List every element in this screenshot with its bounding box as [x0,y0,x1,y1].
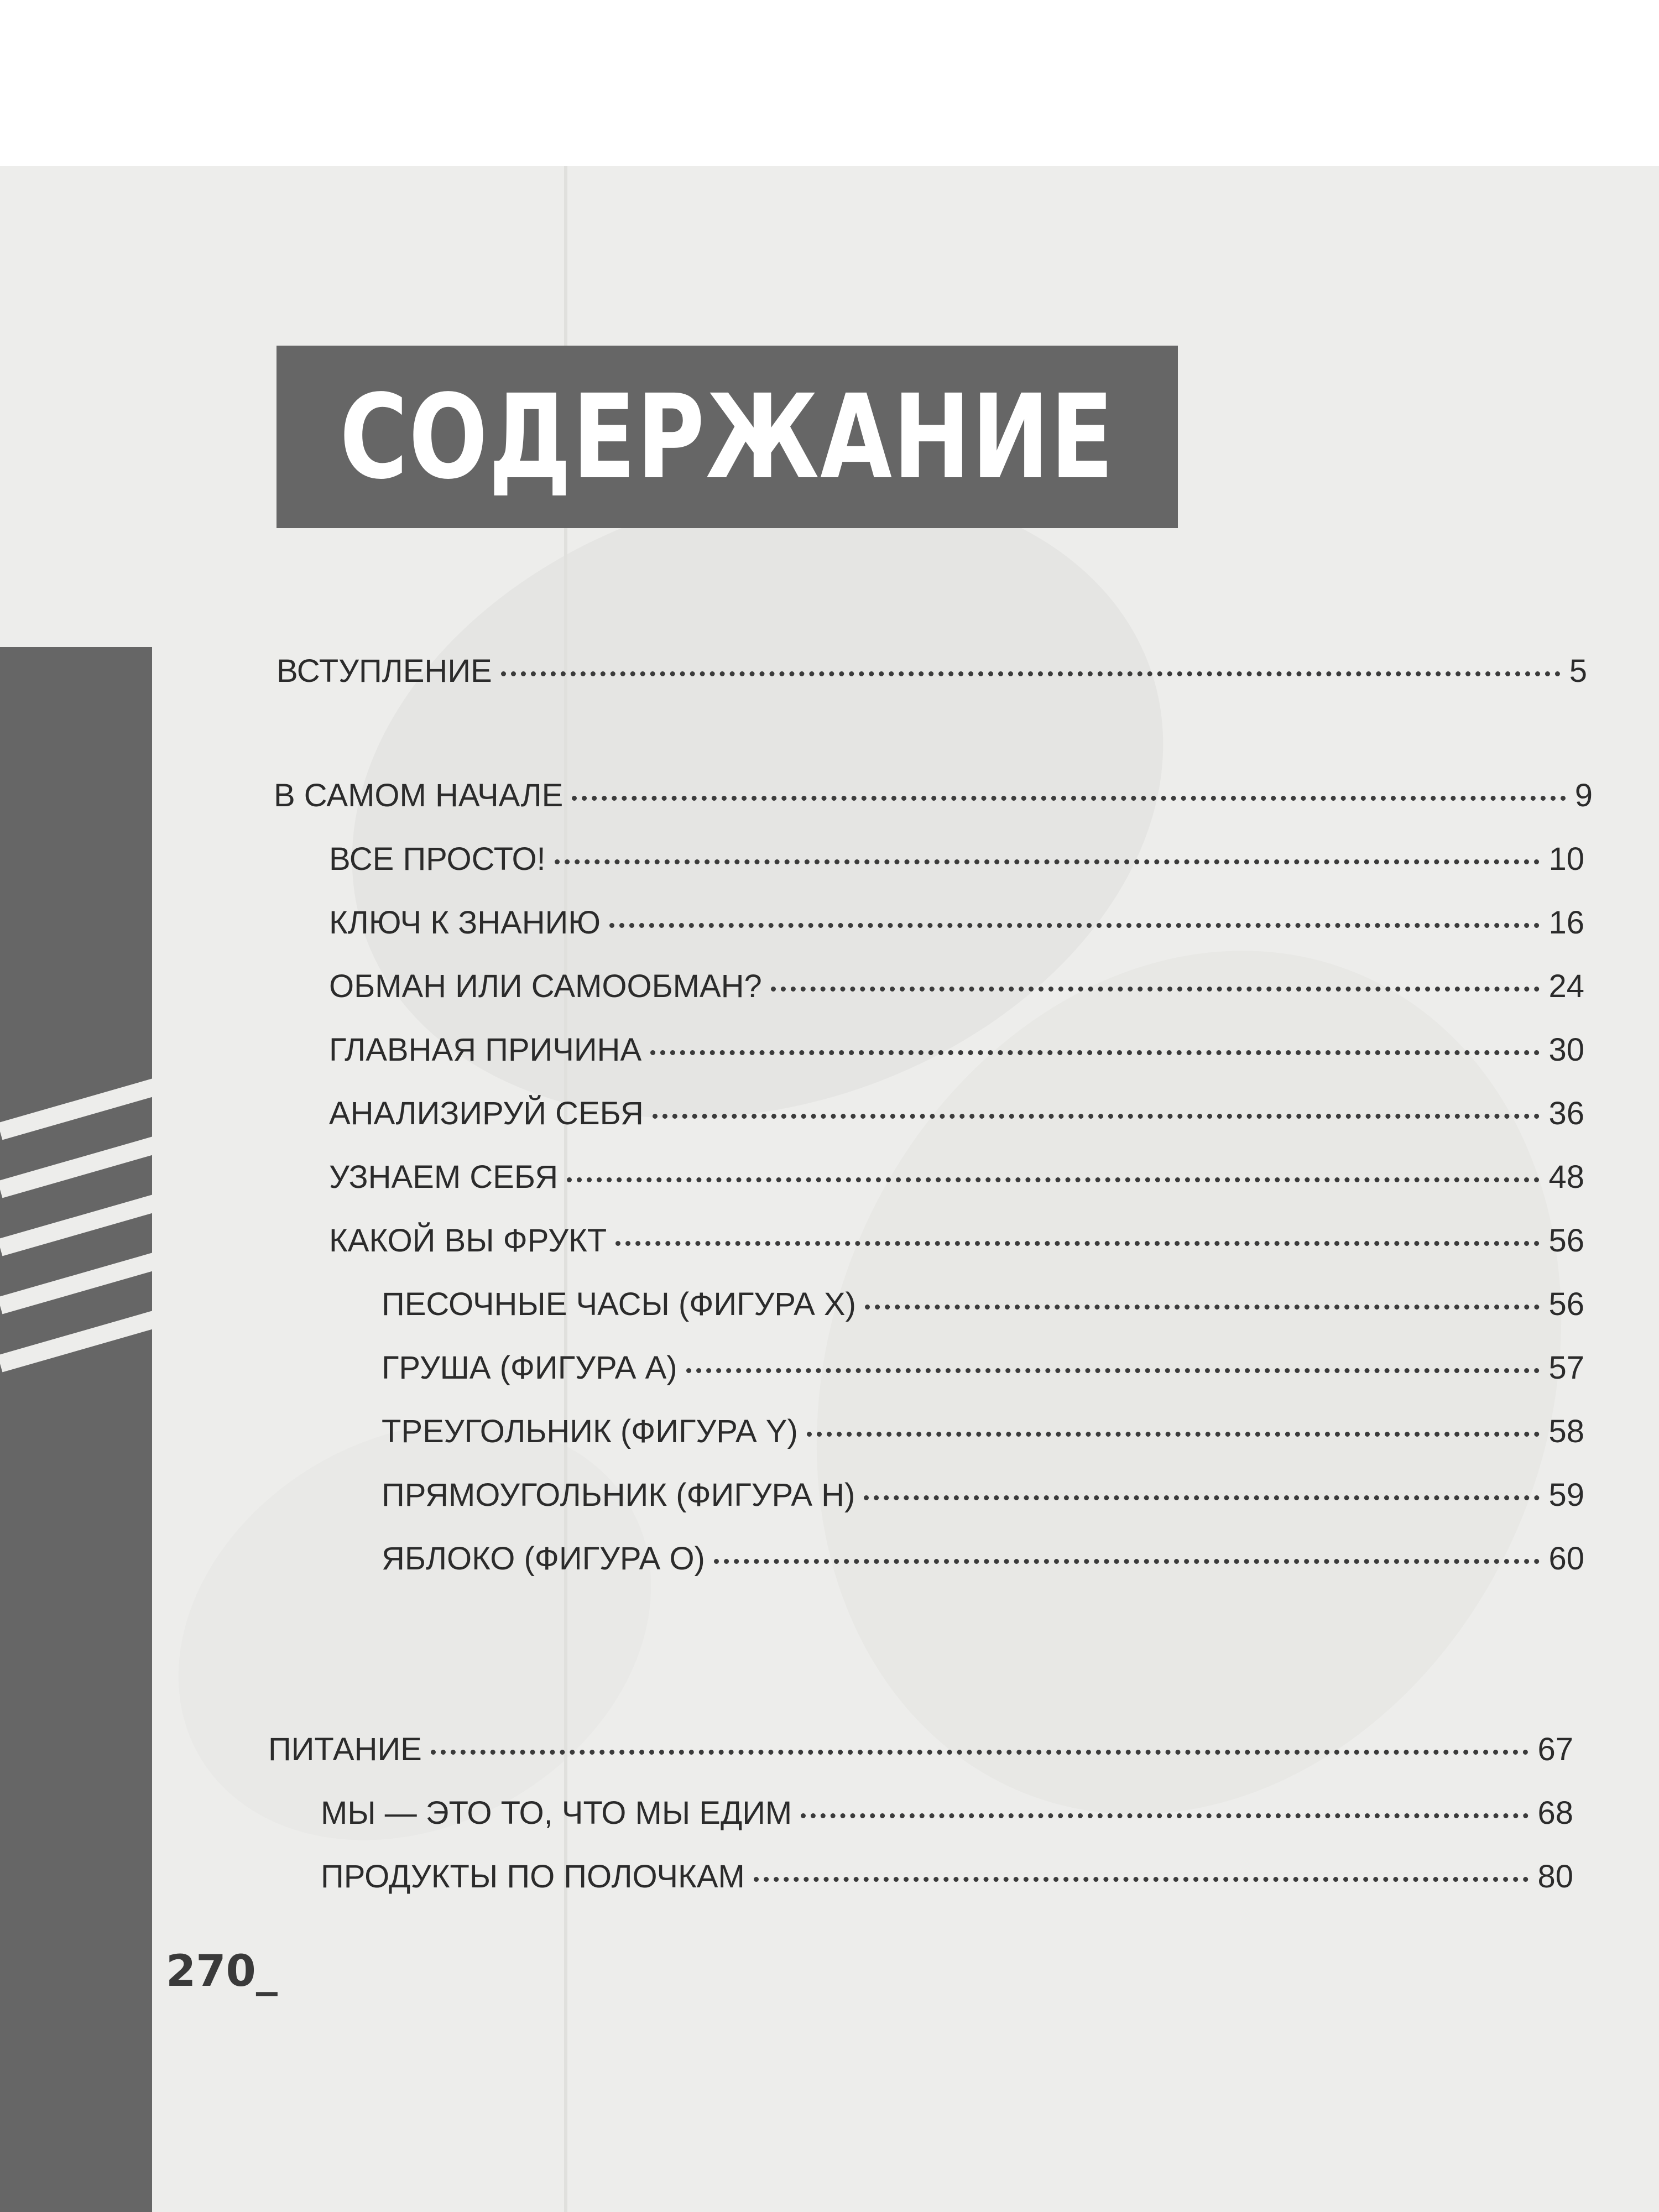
toc-entry-page: 80 [1537,1859,1573,1895]
decorative-stripe [0,1135,162,1198]
toc-leader-dots [567,1177,1540,1182]
toc-entry-label: АНАЛИЗИРУЙ СЕБЯ [329,1095,644,1131]
toc-leader-dots [609,923,1540,928]
toc-entry [329,968,1584,1012]
decorative-stripe-band [0,647,152,2212]
toc-entry-label: ЯБЛОКО (ФИГУРА О) [382,1541,705,1577]
toc-entry-label: МЫ — ЭТО ТО, ЧТО МЫ ЕДИМ [321,1795,792,1831]
decorative-stripe [0,1310,162,1372]
toc-entry-label: ПЕСОЧНЫЕ ЧАСЫ (ФИГУРА X) [382,1286,856,1322]
toc-entry-page: 60 [1548,1541,1584,1577]
toc-entry [329,1095,1584,1139]
toc-entry [382,1413,1584,1457]
toc-leader-dots [615,1241,1540,1246]
decorative-stripe [0,1251,162,1314]
toc-entry-label: УЗНАЕМ СЕБЯ [329,1159,559,1195]
toc-entry-page: 56 [1548,1223,1584,1259]
toc-entry-label: ПРЯМОУГОЛЬНИК (ФИГУРА Н) [382,1477,855,1513]
toc-entry [274,777,1593,821]
decorative-stripe [0,1193,162,1256]
toc-entry-page: 16 [1548,905,1584,941]
toc-leader-dots [807,1432,1540,1437]
toc-leader-dots [653,1114,1540,1119]
page-title: СОДЕРЖАНИЕ [340,369,1115,505]
toc-leader-dots [686,1368,1540,1373]
toc-entry-page: 68 [1537,1795,1573,1831]
toc-entry-page: 5 [1569,653,1587,689]
toc-leader-dots [801,1813,1528,1818]
toc-leader-dots [864,1495,1540,1500]
toc-entry-label: КЛЮЧ К ЗНАНИЮ [329,905,601,941]
toc-entry-page: 9 [1574,778,1593,813]
toc-entry-page: 67 [1537,1731,1573,1767]
toc-entry-page: 48 [1548,1159,1584,1195]
toc-leader-dots [754,1877,1529,1882]
toc-entry-label: КАКОЙ ВЫ ФРУКТ [329,1223,607,1259]
toc-entry-label: ОБМАН ИЛИ САМООБМАН? [329,968,762,1004]
toc-entry [276,653,1587,697]
toc-entry [382,1349,1584,1394]
toc-leader-dots [865,1305,1540,1310]
toc-entry-page: 59 [1548,1477,1584,1513]
toc-leader-dots [555,859,1540,864]
page-number: 270_ [166,1947,278,1996]
toc-entry-label: ТРЕУГОЛЬНИК (ФИГУРА Y) [382,1413,798,1449]
toc-entry-page: 10 [1548,841,1584,877]
toc-entry-page: 36 [1548,1095,1584,1131]
toc-entry [382,1286,1584,1330]
toc-entry-page: 58 [1548,1413,1584,1449]
toc-leader-dots [771,987,1540,992]
toc-entry-page: 24 [1548,968,1584,1004]
toc-leader-dots [572,796,1566,801]
title-banner [276,346,1178,528]
toc-entry-label: ГРУША (ФИГУРА А) [382,1350,677,1386]
toc-entry [329,904,1584,948]
book-page [0,166,1659,2212]
toc-entry-page: 56 [1548,1286,1584,1322]
toc-entry [382,1540,1584,1584]
toc-entry-label: ПИТАНИЕ [268,1731,422,1767]
toc-leader-dots [714,1559,1540,1564]
toc-entry-page: 30 [1548,1032,1584,1068]
decorative-stripe [0,1077,162,1140]
toc-entry [382,1477,1584,1521]
toc-entry-label: ВСЕ ПРОСТО! [329,841,546,877]
toc-entry-label: ГЛАВНАЯ ПРИЧИНА [329,1032,642,1068]
toc-entry-page: 57 [1548,1350,1584,1386]
toc-entry [329,1159,1584,1203]
toc-entry [321,1794,1573,1839]
toc-entry [321,1858,1573,1902]
toc-leader-dots [650,1050,1540,1055]
toc-entry-label: В САМОМ НАЧАЛЕ [274,778,564,813]
toc-entry [329,1222,1584,1266]
toc-entry-label: ПРОДУКТЫ ПО ПОЛОЧКАМ [321,1859,745,1895]
toc-entry-label: ВСТУПЛЕНИЕ [276,653,492,689]
toc-entry [329,1031,1584,1076]
toc-leader-dots [501,671,1561,676]
toc-entry [329,841,1584,885]
toc-entry [268,1731,1573,1775]
toc-leader-dots [431,1750,1529,1755]
